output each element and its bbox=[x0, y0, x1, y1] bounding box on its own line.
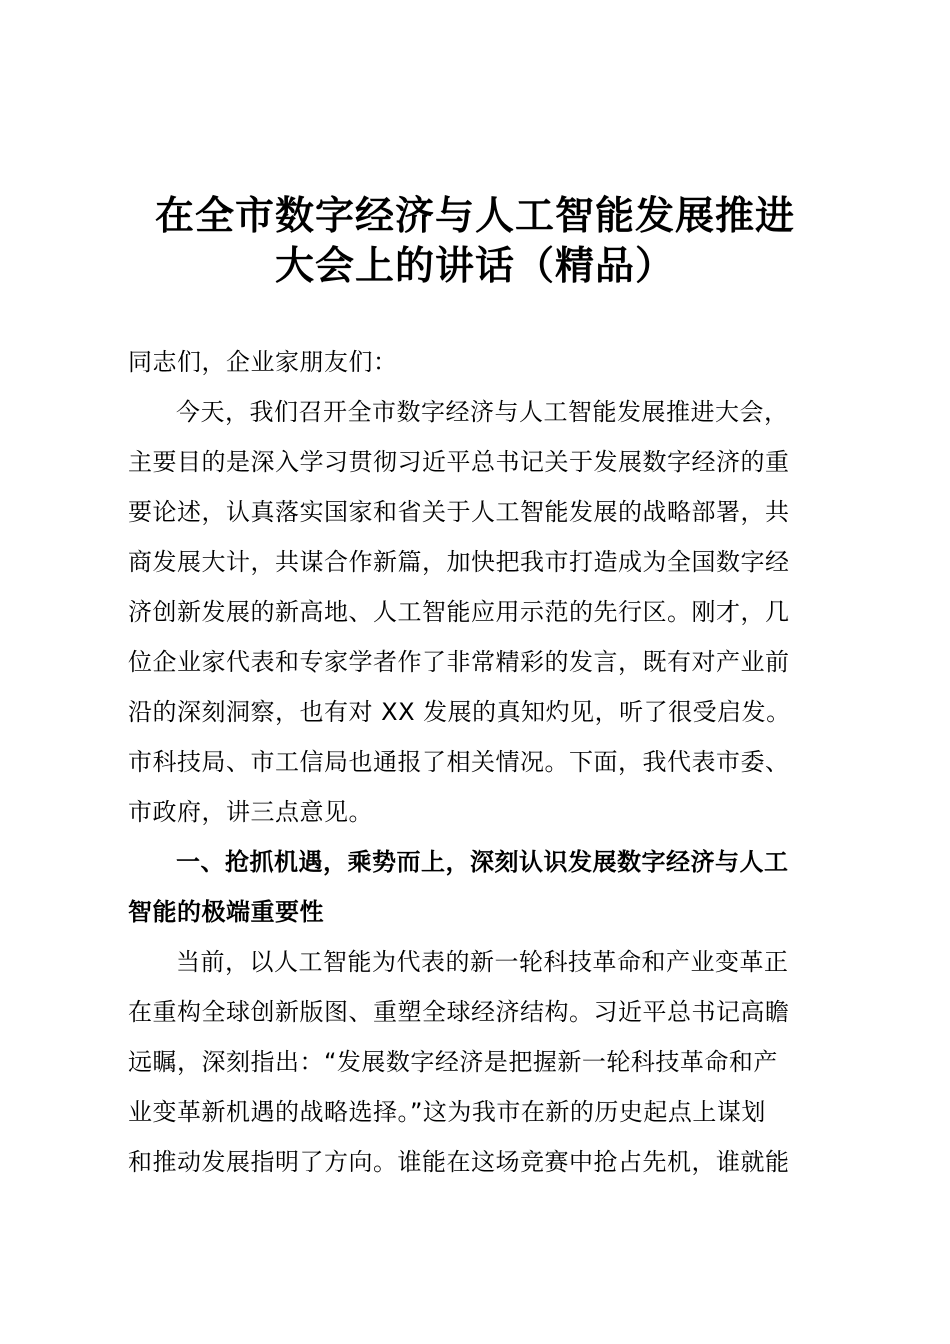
document-title-line-1: 在全市数字经济与人工智能发展推进 bbox=[154, 193, 795, 239]
body-line: 远瞩，深刻指出：“发展数字经济是把握新一轮科技革命和产 bbox=[128, 1048, 778, 1076]
salutation: 同志们，企业家朋友们： bbox=[128, 348, 398, 376]
body-line: 沿的深刻洞察，也有对 XX 发展的真知灼见，听了很受启发。 bbox=[128, 698, 791, 726]
body-line: 主要目的是深入学习贯彻习近平总书记关于发展数字经济的重 bbox=[128, 448, 790, 476]
body-line: 今天，我们召开全市数字经济与人工智能发展推进大会， bbox=[176, 398, 789, 426]
section-heading-line: 一、抢抓机遇，乘势而上，深刻认识发展数字经济与人工 bbox=[176, 848, 789, 876]
body-line: 市政府，讲三点意见。 bbox=[128, 798, 373, 826]
document-title-line-2: 大会上的讲话（精品） bbox=[274, 243, 675, 289]
body-line: 济创新发展的新高地、人工智能应用示范的先行区。刚才，几 bbox=[128, 598, 790, 626]
body-line: 在重构全球创新版图、重塑全球经济结构。习近平总书记高瞻 bbox=[128, 998, 790, 1026]
body-line: 和推动发展指明了方向。谁能在这场竞赛中抢占先机，谁就能 bbox=[128, 1148, 790, 1176]
body-line: 当前，以人工智能为代表的新一轮科技革命和产业变革正 bbox=[176, 948, 789, 976]
body-line: 位企业家代表和专家学者作了非常精彩的发言，既有对产业前 bbox=[128, 648, 790, 676]
section-heading-line: 智能的极端重要性 bbox=[128, 898, 324, 926]
body-line: 要论述，认真落实国家和省关于人工智能发展的战略部署，共 bbox=[128, 498, 790, 526]
body-line: 市科技局、市工信局也通报了相关情况。下面，我代表市委、 bbox=[128, 748, 790, 776]
body-line: 商发展大计，共谋合作新篇，加快把我市打造成为全国数字经 bbox=[128, 548, 790, 576]
body-line: 业变革新机遇的战略选择。”这为我市在新的历史起点上谋划 bbox=[128, 1098, 766, 1126]
